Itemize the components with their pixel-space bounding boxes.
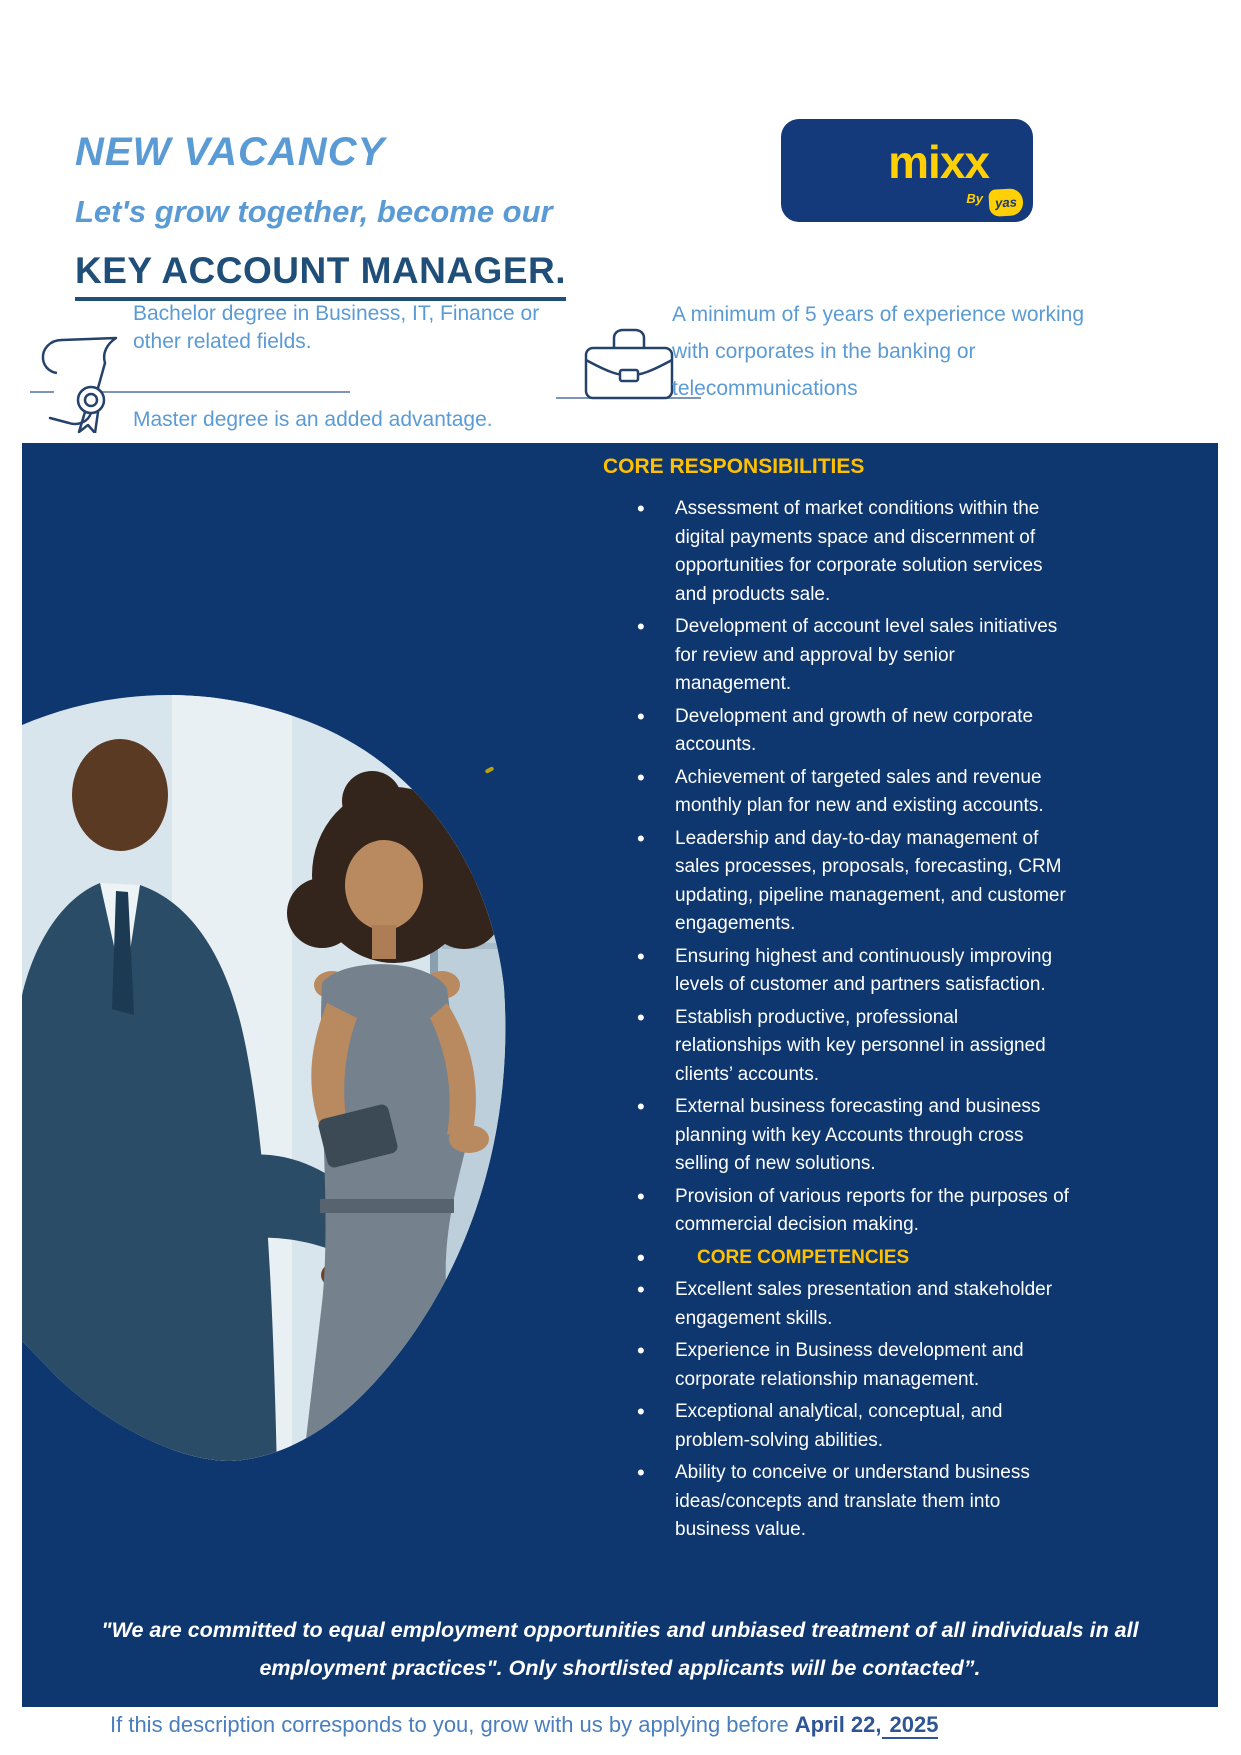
list-item: • Assessment of market conditions within the digital payments space and discernment of opportunities for corporate solution services and products sale.	[597, 495, 1069, 609]
apply-deadline-year: 2025	[882, 1712, 939, 1739]
list-item: • Achievement of targeted sales and revenue monthly plan for new and existing accounts.	[597, 764, 1069, 821]
responsibilities-section	[597, 455, 1137, 1549]
equal-opportunity-quote: "We are committed to equal employment opportunities and unbiased treatment of all individuals in all employment practices". Only shortlisted applicants will be contacted”.	[101, 1618, 1139, 1680]
main-panel	[22, 443, 1218, 1707]
core-responsibilities-heading: CORE RESPONSIBILITIES	[603, 455, 865, 478]
vacancy-eyebrow: NEW VACANCY	[75, 130, 386, 174]
brand-logo	[781, 119, 1033, 222]
list-item: • CORE COMPETENCIES	[597, 1244, 1069, 1273]
list-item: • Leadership and day-to-day management of sales processes, proposals, forecasting, CRM updating, pipeline management, and customer engagements.	[597, 825, 1069, 939]
mixx-wordmark: mixx	[888, 136, 989, 188]
vacancy-tagline: Let's grow together, become our	[75, 194, 553, 229]
by-label: By	[966, 191, 983, 206]
list-item: • Ability to conceive or understand business ideas/concepts and translate them into business value.	[597, 1459, 1069, 1545]
apply-deadline-date: April 22,	[794, 1712, 882, 1737]
list-item: • Experience in Business development and corporate relationship management.	[597, 1337, 1069, 1394]
responsibilities-list	[597, 495, 1069, 1545]
list-item: • Excellent sales presentation and stakeholder engagement skills.	[597, 1276, 1069, 1333]
list-item: • Exceptional analytical, conceptual, and problem-solving abilities.	[597, 1398, 1069, 1455]
apply-prefix: If this description corresponds to you, grow with us by applying before	[110, 1712, 789, 1737]
list-item: • External business forecasting and business planning with key Accounts through cross selling of new solutions.	[597, 1093, 1069, 1179]
list-item: • Provision of various reports for the purposes of commercial decision making.	[597, 1183, 1069, 1240]
apply-deadline-line	[110, 1712, 938, 1738]
qualification-education: Bachelor degree in Business, IT, Finance or other related fields.	[133, 302, 540, 353]
list-item: • Establish productive, professional relationships with key personnel in assigned clients’ accounts.	[597, 1004, 1069, 1090]
qualification-experience: A minimum of 5 years of experience working with corporates in the banking or telecommunications	[672, 303, 1085, 400]
yas-badge: yas	[988, 188, 1023, 217]
people-photo	[22, 443, 542, 1473]
qualification-master: Master degree is an added advantage.	[133, 408, 493, 431]
list-item: • Development and growth of new corporate accounts.	[597, 703, 1069, 760]
list-item: • Development of account level sales initiatives for review and approval by senior management.	[597, 613, 1069, 699]
job-title: KEY ACCOUNT MANAGER.	[75, 250, 566, 301]
list-item: • Ensuring highest and continuously improving levels of customer and partners satisfaction.	[597, 943, 1069, 1000]
